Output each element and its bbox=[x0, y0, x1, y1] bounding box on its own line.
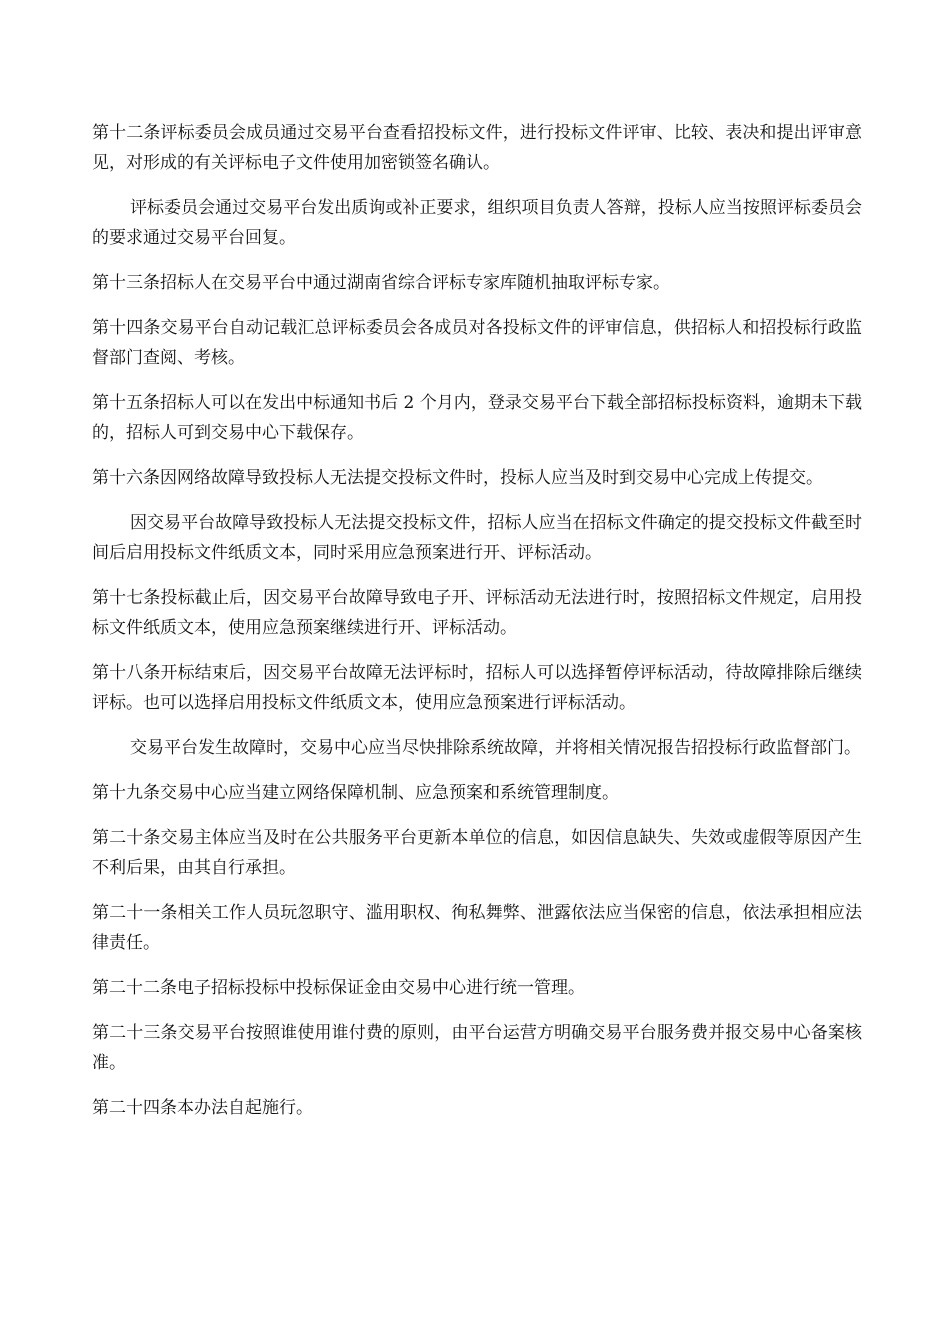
paragraph-article-16-cont: 因交易平台故障导致投标人无法提交投标文件，招标人应当在招标文件确定的提交投标文件截至时间后启用投标文件纸质文本，同时采用应急预案进行开、评标活动。 bbox=[92, 513, 862, 563]
paragraph-article-18: 第十八条开标结束后，因交易平台故障无法评标时，招标人可以选择暂停评标活动，待故障排除后继续评标。也可以选择启用投标文件纸质文本，使用应急预案进行评标活动。 bbox=[92, 663, 862, 713]
paragraph-article-22: 第二十二条电子招标投标中投标保证金由交易中心进行统一管理。 bbox=[92, 978, 585, 998]
paragraph-article-19: 第十九条交易中心应当建立网络保障机制、应急预案和系统管理制度。 bbox=[92, 783, 619, 803]
paragraph-article-21: 第二十一条相关工作人员玩忽职守、滥用职权、徇私舞弊、泄露依法应当保密的信息，依法承担相应法律责任。 bbox=[92, 903, 862, 953]
paragraph-article-12: 第十二条评标委员会成员通过交易平台查看招投标文件，进行投标文件评审、比较、表决和提出评审意见，对形成的有关评标电子文件使用加密锁签名确认。 bbox=[92, 123, 862, 173]
paragraph-article-13: 第十三条招标人在交易平台中通过湖南省综合评标专家库随机抽取评标专家。 bbox=[92, 273, 670, 293]
paragraph-article-17: 第十七条投标截止后，因交易平台故障导致电子开、评标活动无法进行时，按照招标文件规定，启用投标文件纸质文本，使用应急预案继续进行开、评标活动。 bbox=[92, 588, 862, 638]
paragraph-article-18-cont: 交易平台发生故障时，交易中心应当尽快排除系统故障，并将相关情况报告招投标行政监督部门。 bbox=[130, 738, 861, 758]
paragraph-article-15: 第十五条招标人可以在发出中标通知书后 2 个月内，登录交易平台下载全部招标投标资料，逾期未下载的，招标人可到交易中心下载保存。 bbox=[92, 393, 862, 443]
paragraph-article-12-cont: 评标委员会通过交易平台发出质询或补正要求，组织项目负责人答辩，投标人应当按照评标委员会的要求通过交易平台回复。 bbox=[92, 198, 862, 248]
paragraph-article-23: 第二十三条交易平台按照谁使用谁付费的原则，由平台运营方明确交易平台服务费并报交易中心备案核准。 bbox=[92, 1023, 862, 1073]
paragraph-article-20: 第二十条交易主体应当及时在公共服务平台更新本单位的信息，如因信息缺失、失效或虚假等原因产生不利后果，由其自行承担。 bbox=[92, 828, 862, 878]
paragraph-article-14: 第十四条交易平台自动记载汇总评标委员会各成员对各投标文件的评审信息，供招标人和招投标行政监督部门查阅、考核。 bbox=[92, 318, 862, 368]
document-body bbox=[92, 118, 862, 1138]
paragraph-article-16: 第十六条因网络故障导致投标人无法提交投标文件时，投标人应当及时到交易中心完成上传提交。 bbox=[92, 468, 823, 488]
paragraph-article-24: 第二十四条本办法自起施行。 bbox=[92, 1098, 313, 1118]
